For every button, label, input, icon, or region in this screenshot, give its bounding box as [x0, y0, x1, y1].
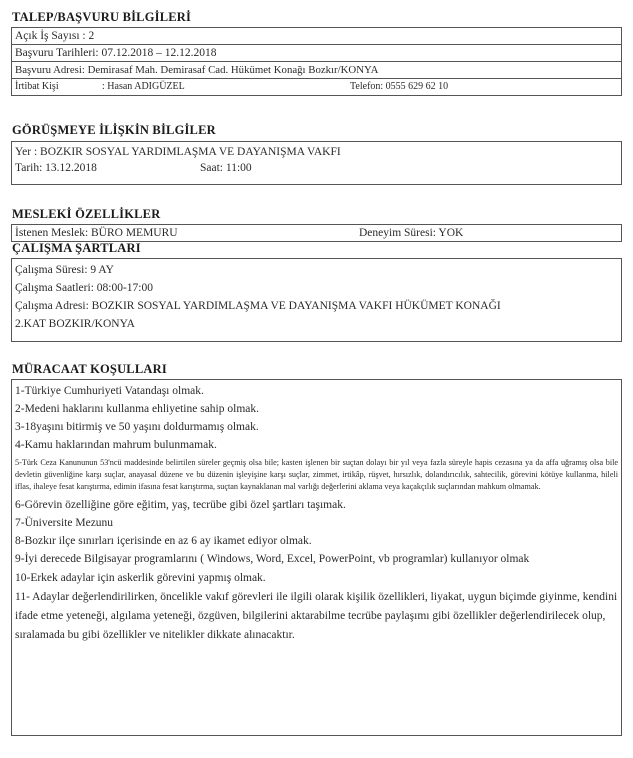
gorusme-yer: Yer : BOZKIR SOSYAL YARDIMLAŞMA VE DAYANIŞMA VAKFI [15, 146, 341, 158]
calisma-box [11, 258, 622, 342]
irtibat-label: İrtibat Kişi [15, 81, 59, 92]
meslek-row [12, 225, 621, 241]
deneyim-suresi: Deneyim Süresi: YOK [359, 227, 464, 239]
gorusme-heading: GÖRÜŞMEYE İLİŞKİN BİLGİLER [12, 123, 216, 137]
kosul-6: 6-Görevin özelliğine göre eğitim, yaş, tecrübe gibi özel şartları taşımak. [15, 499, 346, 511]
kosul-2: 2-Medeni haklarını kullanma ehliyetine sahip olmak. [15, 403, 259, 415]
kosul-3: 3-18yaşını bitirmiş ve 50 yaşını doldurmamış olmak. [15, 421, 259, 433]
kosul-10: 10-Erkek adaylar için askerlik görevini yapmış olmak. [15, 572, 266, 584]
calisma-saatleri: Çalışma Saatleri: 08:00-17:00 [15, 282, 153, 294]
istenen-meslek: İstenen Meslek: BÜRO MEMURU [15, 227, 178, 239]
muracaat-box [11, 379, 622, 736]
kosul-5: 5-Türk Ceza Kanununun 53'ncü maddesinde belirtilen süreler geçmiş olsa bile; kasten işlenen bir suçtan dolayı bir yıl veya fazla süreyle hapis cezasına ya da affa uğramış olsa bile devletin güvenliğine karşı suçlar, anayasal düzene ve bu düzenin işleyişine karşı suçlar, zimmet, irtikâp, rüşvet, hırsızlık, dolandırıcılık, sahtecilik, görevini kötüye kullanma, hileli iflas, ihaleye fesat karıştırma, edimin ifasına fesat karıştırma, suçtan kaynaklanan mal varlığı değerlerini aklama veya kaçakçılık suçlarından mahkum olmamak. [15, 458, 618, 491]
mesleki-box [11, 224, 622, 242]
kosul-9: 9-İyi derecede Bilgisayar programlarını ( Windows, Word, Excel, PowerPoint, vb programlar) kullanıyor olmak [15, 553, 530, 565]
calisma-adresi-2: 2.KAT BOZKIR/KONYA [15, 318, 135, 330]
calisma-adresi-1: Çalışma Adresi: BOZKIR SOSYAL YARDIMLAŞMA VE DAYANIŞMA VAKFI HÜKÜMET KONAĞI [15, 300, 501, 312]
gorusme-tarih: Tarih: 13.12.2018 [15, 162, 97, 174]
muracaat-heading: MÜRACAAT KOŞULLARI [12, 362, 167, 376]
mesleki-heading: MESLEKİ ÖZELLİKLER [12, 207, 161, 221]
kosul-4: 4-Kamu haklarından mahrum bulunmamak. [15, 439, 217, 451]
gorusme-tarih-row [12, 160, 621, 176]
basvuru-tarihleri: Başvuru Tarihleri: 07.12.2018 – 12.12.2018 [12, 45, 621, 62]
basvuru-adresi: Başvuru Adresi: Demirasaf Mah. Demirasaf Cad. Hükümet Konağı Bozkır/KONYA [12, 62, 621, 79]
calisma-suresi: Çalışma Süresi: 9 AY [15, 264, 114, 276]
gorusme-box [11, 141, 622, 185]
telefon: Telefon: 0555 629 62 10 [350, 81, 449, 92]
irtibat-name: : Hasan ADIGÜZEL [102, 81, 185, 92]
talep-heading: TALEP/BAŞVURU BİLGİLERİ [12, 10, 192, 24]
acik-is-sayisi: Açık İş Sayısı : 2 [12, 28, 621, 45]
kosul-8: 8-Bozkır ilçe sınırları içerisinde en az 6 ay ikamet ediyor olmak. [15, 535, 312, 547]
kosul-1: 1-Türkiye Cumhuriyeti Vatandaşı olmak. [15, 385, 204, 397]
talep-box [11, 27, 622, 96]
irtibat-row [12, 79, 621, 95]
gorusme-saat: Saat: 11:00 [200, 162, 252, 174]
kosul-11: 11- Adaylar değerlendirilirken, öncelikle vakıf görevleri ile ilgili olarak kişilik özellikleri, liyakat, uygun biçimde giyinme, kendini ifade etme yeteneği, algılama yeteneği, özgüven, bilgilerini aktarabilme tecrübe paylaşımı gibi özellikler değerlendirilecek olup, sıralamada bu gibi özellikler ve nitelikler dikkate alınacaktır. [15, 591, 618, 641]
kosul-7: 7-Üniversite Mezunu [15, 517, 114, 529]
calisma-heading: ÇALIŞMA ŞARTLARI [12, 241, 141, 255]
